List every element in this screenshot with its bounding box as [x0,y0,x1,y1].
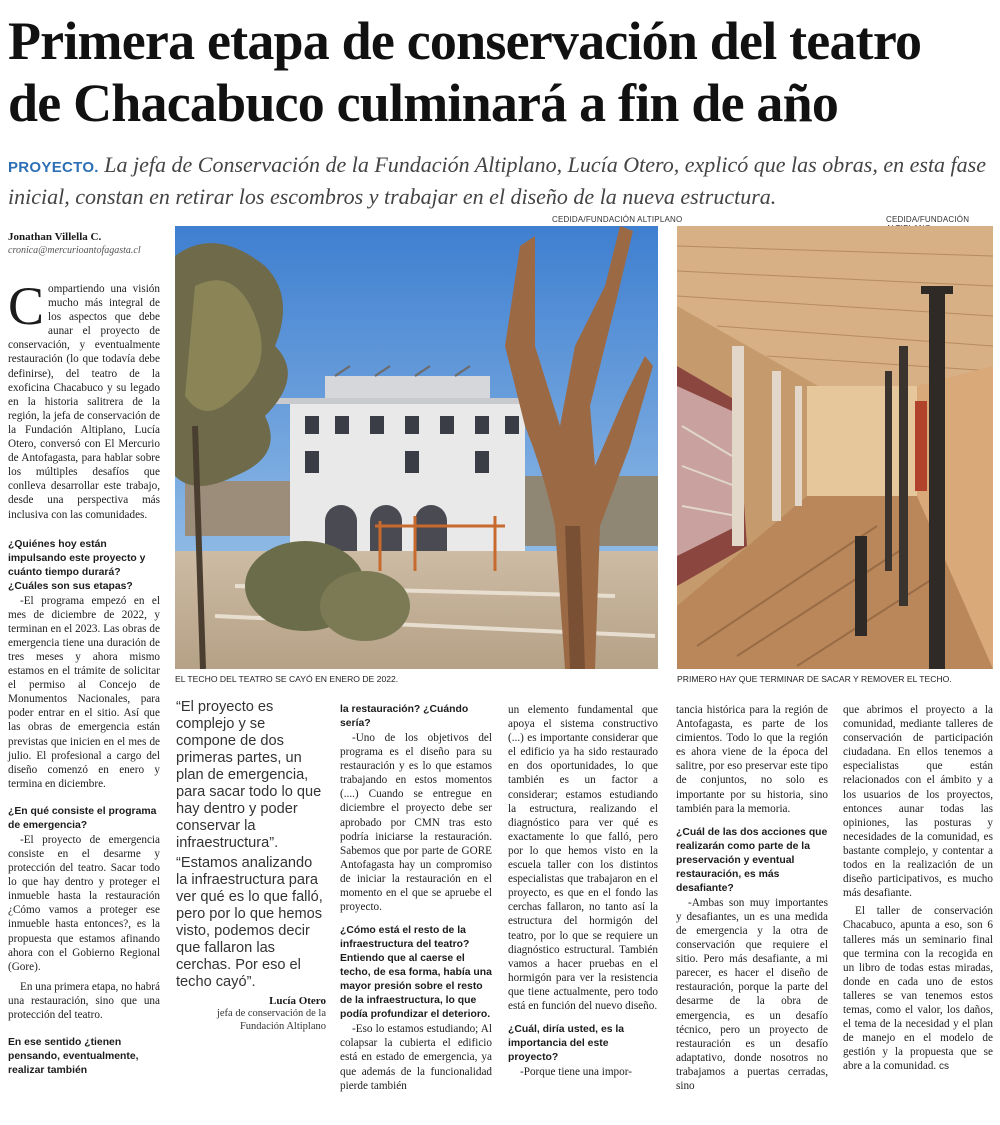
headline-line-1: Primera etapa de conservación del teatro [8,11,922,71]
kicker: PROYECTO. [8,159,99,176]
headline [8,10,993,134]
theater-interior-illustration [677,226,993,669]
closing-text: El taller de conservación Chacabuco, apunta a eso, son 6 talleres más un seminario final que termina con la recogida en un libro de todas estas miradas, donde en cada uno de estos talleres se van tenemos estos temas, como el valor, los daños, el tema de la necesidad y el plan de manejo en el modelo de gestión y la propuesta que se abre a la comunidad. [843,905,993,1073]
author-name: Jonathan Villella C. [8,231,102,243]
answer-5: -Porque tiene una impor- [520,1066,632,1079]
lead-text: ompartiendo una visión mucho más integral de los aspectos que debe aunar el proyecto de conservación, y eventualmente restauración (lo que todavía debe definirse), del teatro de la exoficina Chacabuco y su legado en la historia salitrera de la región, la jefa de conservación de la Fundación Altiplano, Lucía Otero, conversó con El Mercurio de Antofagasta, para hablar sobre los múltiples desafíos que conlleva desarrollar este trabajo, desde una perspectiva más inclusiva con las comunidades. [8,283,160,521]
answer-4-continued: un elemento fundamental que apoya el sistema constructivo (...) es importante considerar que el edificio ya ha sido restaurado en dos oportunidades, lo que también es un factor a considerar; estamos estudiando la estructura, realizando el diagnóstico para ver qué es exactamente lo que falló, pero por lo que hemos visto en la escuela taller con los distintos especialistas que trabajaron en el proyecto, es que en el fondo las cerchas fallaron, no tanto así la estructura del hormigón del teatro, por lo que se requiere un diagnóstico estructural. También vamos a hacer pruebas en el hormigón para ver la resistencia que tiene actualmente, pero todo está en función del nuevo diseño. [508,704,658,1012]
bajada-text: La jefa de Conservación de la Fundación Altiplano, Lucía Otero, explicó que las obras, en esta fase inicial, constan en retirar los escombros y trabajar en el diseño de la nueva estructura. [8,152,986,209]
answer-2b: En una primera etapa, no habrá una restauración, sino que una protección del teatro. [8,980,160,1022]
answer-5-continued: tancia histórica para la región de Antofagasta, es parte de los cimientos. Todo lo que la región es ahora viene de la época del salitre, por eso preservar este tipo de conjuntos, no solo es importante por su historia, sino también para la memoria. [676,704,828,815]
photo-2-credit: CEDIDA/FUNDACIÓN [886,215,970,224]
photo-2-caption: PRIMERO HAY QUE TERMINAR DE SACAR Y REMOVER EL TECHO. [677,674,952,684]
question-1: ¿Quiénes hoy están impulsando este proyecto y cuánto tiempo durará? ¿Cuáles son sus etapas? [8,538,146,592]
photo-1-caption: EL TECHO DEL TEATRO SE CAYÓ EN ENERO DE 2022. [175,674,399,684]
bajada [8,150,993,211]
column-6 [843,703,993,1074]
answer-4: -Eso lo estamos estudiando; Al colapsar la cubierta el edificio está en estado de emergencia, ya que además de la funcionalidad pierde también [340,1023,492,1092]
answer-6-continued: que abrimos el proyecto a la comunidad, mediante talleres de conservación de participación ciudadana. En ellos tenemos a especialistas que están relacionados con el ámbito y a los usuarios de los proyectos, entonces aunar todas las opiniones, las posturas y necesidades de la comunidad, es bastante complejo, y contentar a todos en la realización de un diseño participativos, es mucho más desafiante. [843,704,993,900]
pull-quote-2: “Estamos analizando la infraestructura para ver qué es lo que falló, pero por lo que hemos visto, podemos decir que fallaron las cerchas. Por eso el techo cayó”. [176,855,323,990]
byline [8,231,168,256]
question-continued: la restauración? ¿Cuándo sería? [340,704,469,729]
answer-6: -Ambas son muy importantes y desafiantes, un es una medida de emergencia y la otra de conservación que requiere el sitio. Pero más desafiante, a mi parecer, es hacer el diseño de restauración, porque la parte del desarme de la obra de emergencia, es un desafío técnico, pero un proyecto de restauración es un desafío adaptativo, donde nosotros no trabajamos a puertas cerradas, sino [676,896,828,1092]
signer-role-2: Fundación Altiplano [239,1021,326,1032]
question-5: ¿Cuál, diría usted, es la importancia del este proyecto? [508,1024,625,1064]
headline-line-2: de Chacabuco culminará a fin de año [8,73,839,133]
column-1 [8,276,160,1078]
photo-1-credit: CEDIDA/FUNDACIÓN ALTIPLANO [552,215,683,224]
column-3 [340,703,492,1093]
author-email: cronica@mercurioantofagasta.cl [8,245,141,256]
pull-quote-1: “El proyecto es complejo y se compone de dos primeras partes, un plan de emergencia, para sacar todo lo que hay dentro y poder conservar la infraestructura”. [176,699,322,851]
closing-paragraph [843,904,993,1074]
answer-1: -El programa empezó en el mes de diciembre de 2022, y terminan en el 2023. Las obras de emergencia tiene una duración de tres meses y ahora mismo estamos en el trámite de solicitar el permiso al Concejo de Monumentos Nacionales, para poder entrar en el sitio. Así que las obras de emergencia están previstas que inicien en el mes de julio. El profesional a cargo del diseño comenzó en enero y termina en diciembre. [8,594,160,790]
theater-exterior-illustration [175,226,658,669]
end-mark: cs [938,1061,949,1073]
signer-name: Lucía Otero [269,995,326,1007]
column-4 [508,703,658,1079]
column-5 [676,703,828,1093]
quote-attribution [176,995,326,1033]
answer-2: -El proyecto de emergencia consiste en el desarme y protección del teatro. Sacar todo lo que hay dentro y proteger el inmueble hasta la restauración ¿Cómo vamos a proteger ese inmueble hasta entonces?, es la propuesta que estamos afinando ahora con el Gobierno Regional (Gore). [8,833,160,973]
theater-interior-photo [677,226,993,669]
theater-exterior-photo [175,226,658,669]
question-4: ¿Cómo está el resto de la infraestructura del teatro? Entiendo que al caerse el techo, de esa forma, había una mayor presión sobre el resto de la infraestructura, lo que podía profundizar el deterioro. [340,925,492,1021]
question-2: ¿En qué consiste el programa de emergencia? [8,805,157,831]
signer-role-1: jefa de conservación de la [216,1008,326,1019]
drop-cap: C [8,276,45,336]
lead-paragraph [8,276,160,522]
question-3: En ese sentido ¿tienen pensando, eventualmente, realizar también [8,1037,139,1077]
answer-3: -Uno de los objetivos del programa es el diseño para su restauración y es lo que estamos trabajando en estos momentos (....) Cuando se entregue en diciembre el proyecto debe ser aprobado por CMN tras esto podría iniciarse la restauración. Sabemos que por parte de GORE Antofagasta hay un compromiso de iniciar la restauración en el momento en el que se apruebe el proyecto. [340,732,492,914]
question-6: ¿Cuál de las dos acciones que realizarán como parte de la preservación y eventual restauración, es más desafiante? [676,826,828,894]
